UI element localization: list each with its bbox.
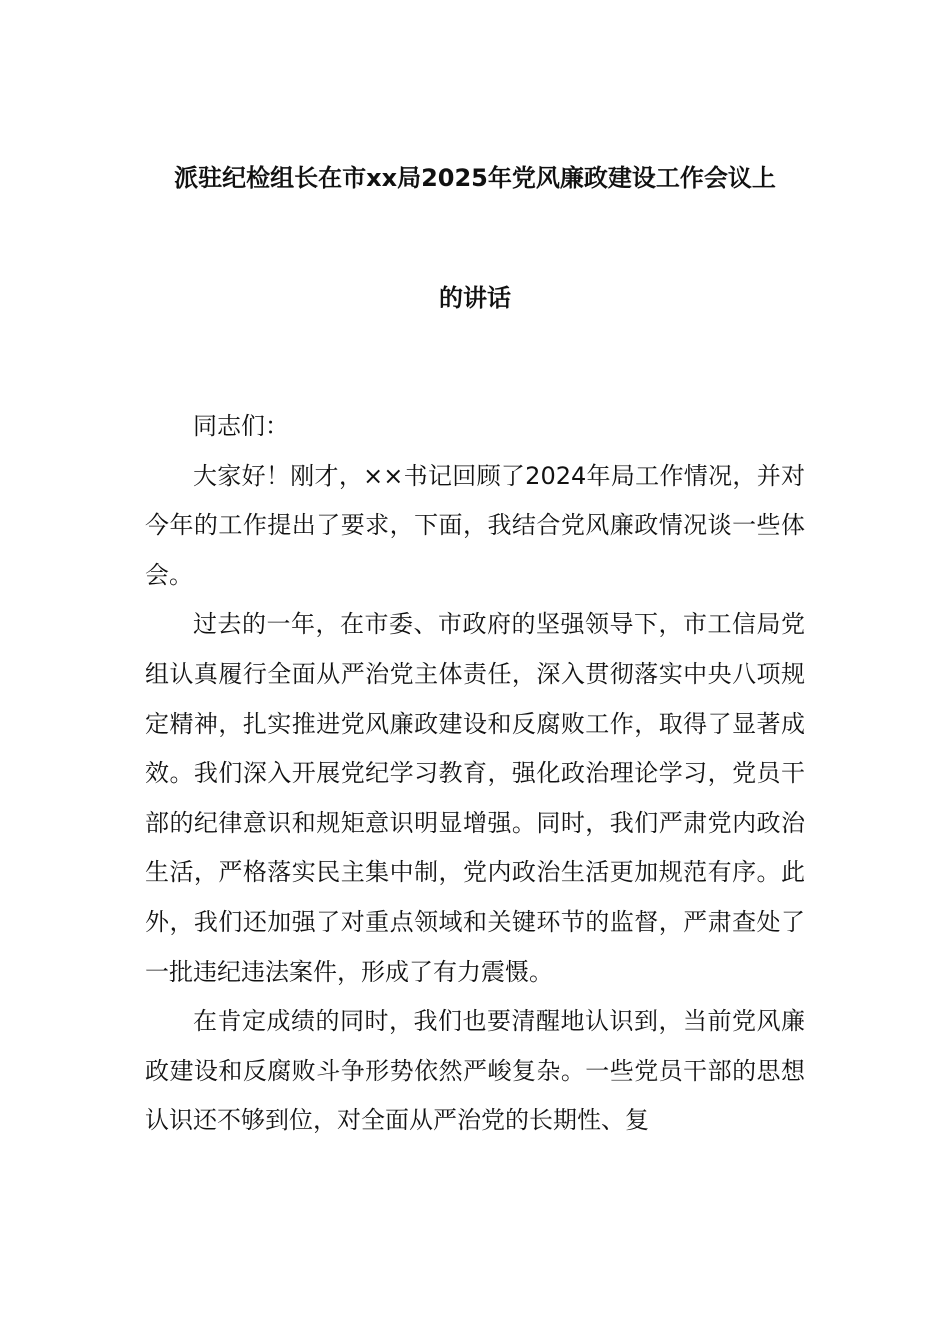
salutation-paragraph: 同志们： (193, 412, 289, 440)
document-body (145, 402, 805, 1146)
document-title-line-2: 的讲话 (439, 284, 511, 312)
document-title-line-1: 派驻纪检组长在市xx局2025年党风廉政建设工作会议上 (174, 164, 776, 192)
body-paragraph: 在肯定成绩的同时，我们也要清醒地认识到，当前党风廉政建设和反腐败斗争形势依然严峻复杂。一些党员干部的思想认识还不够到位，对全面从严治党的长期性、复 (145, 1007, 805, 1135)
document-page (145, 0, 805, 1344)
body-paragraph: 过去的一年，在市委、市政府的坚强领导下，市工信局党组认真履行全面从严治党主体责任，深入贯彻落实中央八项规定精神，扎实推进党风廉政建设和反腐败工作，取得了显著成效。我们深入开展党纪学习教育，强化政治理论学习，党员干部的纪律意识和规矩意识明显增强。同时，我们严肃党内政治生活，严格落实民主集中制，党内政治生活更加规范有序。此外，我们还加强了对重点领域和关键环节的监督，严肃查处了一批违纪违法案件，形成了有力震慑。 (145, 610, 805, 986)
body-paragraph: 大家好！刚才，××书记回顾了2024年局工作情况，并对今年的工作提出了要求，下面，我结合党风廉政情况谈一些体会。 (145, 461, 805, 589)
